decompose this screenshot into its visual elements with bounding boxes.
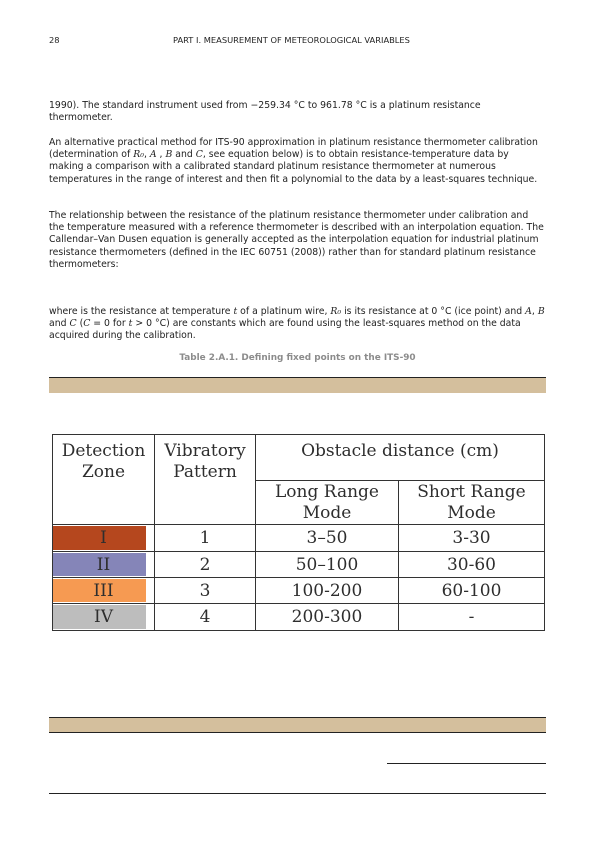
pattern-cell: 3: [155, 578, 256, 604]
zone-label: I: [100, 528, 107, 548]
header-text: Zone: [81, 462, 126, 482]
header-text: Detection: [61, 441, 146, 461]
symbol-c: C: [83, 318, 91, 330]
paragraph-3: The relationship between the resistance of the platinum resistance thermometer under calibration and the temperature measured with a reference thermometer is described with an interpolation equation. The Callendar–Van Dusen equation is generally accepted as the interpolation equation for industrial platinum resistance thermometers (defined in the IEC 60751 (2008)) rather than for standard platinum resistance thermometers:: [49, 210, 544, 270]
zone-cell: [53, 578, 155, 604]
header-detection-zone: [53, 435, 155, 525]
comma: ,: [156, 149, 163, 161]
symbol-c: C: [195, 149, 203, 161]
header-text: Mode: [447, 502, 496, 523]
long-range-cell: 200-300: [256, 604, 399, 631]
detection-zone-table: [52, 434, 545, 631]
paragraph-4-text: > 0 °C) are constants which are found using the least-squares method on the data acquired during the calibration.: [49, 318, 521, 342]
detection-zone-table-image: [49, 430, 550, 676]
divider: [49, 793, 546, 794]
symbol-t: t: [233, 306, 238, 317]
header-text: Long Range: [275, 481, 379, 502]
table-row: [53, 604, 545, 631]
paragraph-1: 1990). The standard instrument used from −259.34 °C to 961.78 °C is a platinum resistance thermometer.: [49, 100, 481, 124]
divider: [49, 732, 546, 733]
paragraph-4: [49, 306, 546, 343]
symbol-r0: R₀: [133, 149, 144, 161]
header-obstacle-distance: Obstacle distance (cm): [256, 435, 545, 481]
conjunction: and: [172, 149, 196, 161]
table-row: [53, 552, 545, 578]
table-header-bar: [49, 377, 546, 393]
short-range-cell: 3-30: [399, 525, 545, 552]
short-range-cell: 30-60: [399, 552, 545, 578]
symbol-c: C: [69, 318, 77, 330]
symbol-a: A: [525, 306, 532, 317]
pattern-cell: 1: [155, 525, 256, 552]
header-short-range: [399, 481, 545, 525]
divider: [387, 763, 546, 764]
symbol-t: t: [128, 318, 133, 330]
table-footer-bar: [49, 717, 546, 733]
comma: ,: [143, 149, 147, 161]
zone-cell: [53, 552, 155, 578]
paragraph-4-text: = 0 for: [93, 318, 126, 330]
symbol-a: A: [149, 149, 157, 161]
comma: ,: [531, 306, 535, 317]
zone-cell: [53, 604, 155, 631]
long-range-cell: 50–100: [256, 552, 399, 578]
header-text: Vibratory: [164, 441, 246, 461]
conjunction: and: [49, 318, 67, 330]
zone-label: IV: [94, 607, 113, 627]
pattern-cell: 4: [155, 604, 256, 631]
paragraph-2-intro: An alternative practical method for ITS-90 approximation in platinum resistance thermometer calibration (determination of: [49, 137, 538, 161]
pattern-cell: 2: [155, 552, 256, 578]
header-long-range: [256, 481, 399, 525]
table-row: [53, 578, 545, 604]
short-range-cell: -: [399, 604, 545, 631]
table-caption: Table 2.A.1. Defining fixed points on the ITS-90: [179, 353, 416, 363]
table-row: [53, 525, 545, 552]
long-range-cell: 100-200: [256, 578, 399, 604]
paragraph-2-rest: , see equation below) is to obtain resistance-temperature data by making a comparison with a calibrated standard platinum resistance thermometer at numerous temperatures in the range of interest and then fit a polynomial to the data by a least-squares technique.: [49, 149, 538, 185]
running-title: PART I. MEASUREMENT OF METEOROLOGICAL VARIABLES: [173, 35, 410, 45]
short-range-cell: 60-100: [399, 578, 545, 604]
symbol-b: B: [165, 149, 173, 161]
zone-cell: [53, 525, 155, 552]
header-text: Short Range: [417, 481, 526, 502]
zone-label: III: [93, 580, 114, 601]
header-vibratory-pattern: [155, 435, 256, 525]
zone-label: II: [96, 554, 111, 575]
header-text: Pattern: [173, 462, 237, 482]
symbol-b: B: [537, 306, 545, 317]
paragraph-4-text: of a platinum wire,: [240, 306, 328, 317]
symbol-r0: R₀: [330, 306, 342, 317]
header-text: Mode: [302, 502, 352, 523]
page-number: 28: [49, 35, 60, 45]
paragraph-4-text: where is the resistance at temperature: [49, 306, 231, 317]
paragraph-2: [49, 137, 546, 186]
long-range-cell: 3–50: [256, 525, 399, 552]
paren: (: [79, 318, 84, 330]
paragraph-4-text: is its resistance at 0 °C (ice point) and: [344, 306, 523, 317]
